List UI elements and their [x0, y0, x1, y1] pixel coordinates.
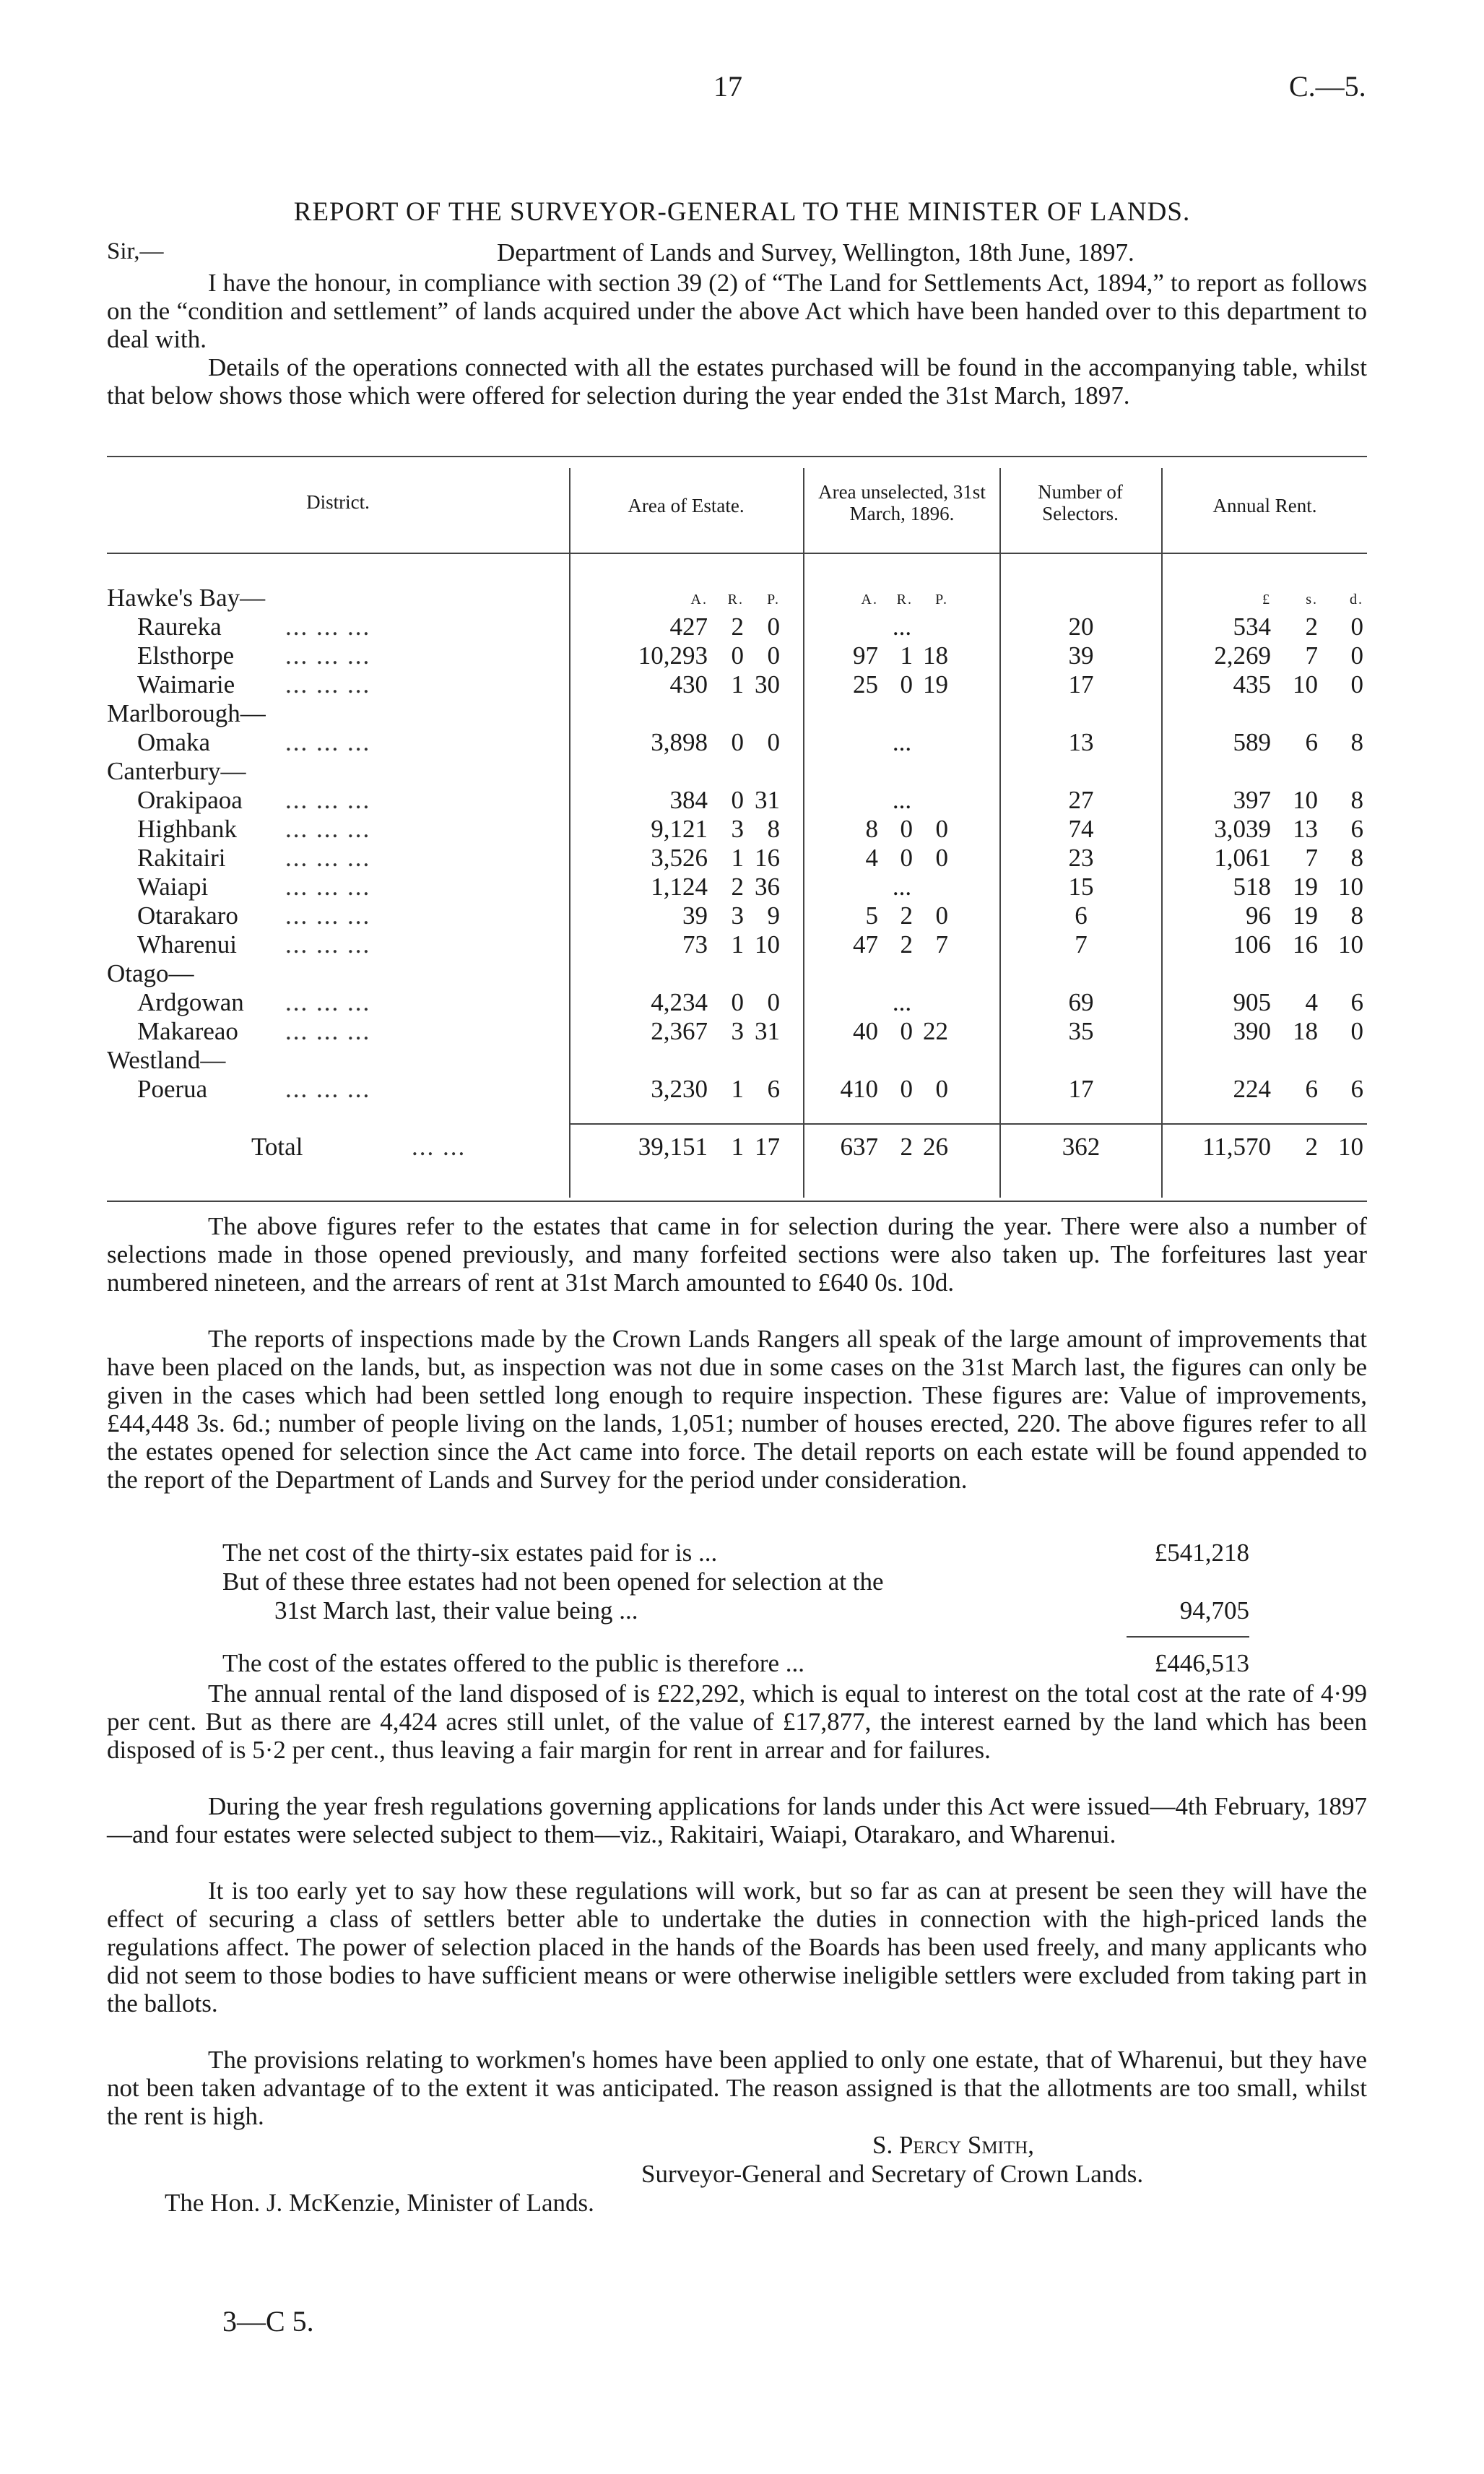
- rent-value: 534: [1233, 613, 1271, 641]
- selectors-value: 15: [1068, 873, 1094, 901]
- intro-paragraph: I have the honour, in compliance with section 39 (2) of “The Land for Settlements Act, 1894,” to report as follows on the “condition and settlement” of lands acquired under the above Act which have been handed over to this department to deal with.: [107, 269, 1367, 353]
- selectors-value: 6: [1075, 901, 1088, 930]
- rent-value: 905: [1233, 988, 1271, 1016]
- rent-value: 10: [1338, 930, 1363, 959]
- leader-dots: ... ... ...: [285, 901, 371, 930]
- unselected-value: 5: [865, 901, 878, 930]
- area-value: 427: [669, 613, 708, 641]
- rent-value: 6: [1350, 1075, 1363, 1103]
- estate-name: Raureka: [137, 613, 222, 641]
- area-value: 10,293: [638, 641, 708, 670]
- area-value: 16: [755, 844, 780, 872]
- unit-label: A.: [861, 592, 878, 607]
- area-value: 430: [669, 670, 708, 698]
- leader-dots: ... ... ...: [285, 1075, 371, 1103]
- unit-label: R.: [896, 592, 913, 607]
- rent-value: 518: [1233, 873, 1271, 901]
- table-header-rule: [107, 553, 1367, 554]
- leader-dots: ... ... ...: [285, 728, 371, 756]
- area-value: 6: [767, 1075, 780, 1103]
- unselected-value: 97: [853, 641, 878, 670]
- rent-value: 6: [1305, 728, 1318, 756]
- three-estates-label: But of these three estates had not been opened for selection at the: [222, 1567, 884, 1596]
- selectors-value: 39: [1068, 641, 1094, 670]
- addressee: The Hon. J. McKenzie, Minister of Lands.: [165, 2189, 594, 2217]
- rent-value: 96: [1246, 901, 1271, 930]
- unit-label: A.: [690, 592, 708, 607]
- rent-value: 1,061: [1214, 844, 1271, 872]
- unselected-value: 0: [900, 670, 913, 698]
- total-area: 17: [755, 1133, 780, 1161]
- area-value: 30: [755, 670, 780, 698]
- header-rent: Annual Rent.: [1212, 495, 1317, 516]
- selectors-value: 23: [1068, 844, 1094, 872]
- net-cost-value: £541,218: [1154, 1539, 1249, 1567]
- area-value: 3,526: [651, 844, 708, 872]
- selectors-value: 17: [1068, 1075, 1094, 1103]
- area-value: 384: [669, 786, 708, 814]
- rent-value: 8: [1350, 901, 1363, 930]
- unselected-value: 19: [923, 670, 948, 698]
- area-value: 2,367: [651, 1017, 708, 1045]
- three-estates-value: 94,705: [1179, 1596, 1249, 1625]
- estate-name: Waiapi: [137, 873, 209, 901]
- total-rule: [569, 1123, 1367, 1125]
- total-selectors: 362: [1062, 1133, 1101, 1161]
- unselected-value: 40: [853, 1017, 878, 1045]
- subtraction-rule: [1127, 1636, 1249, 1638]
- unit-label: P.: [935, 592, 948, 607]
- header-district: District.: [306, 491, 370, 513]
- column-divider: [569, 468, 570, 1198]
- rent-value: 435: [1233, 670, 1271, 698]
- area-value: 3: [731, 901, 744, 930]
- footer-code: 3—C 5.: [222, 2305, 314, 2337]
- rent-value: 8: [1350, 728, 1363, 756]
- unselected-value: 47: [853, 930, 878, 959]
- rent-value: 10: [1293, 786, 1318, 814]
- unselected-value: 7: [935, 930, 948, 959]
- rent-value: 19: [1293, 901, 1318, 930]
- rent-value: 0: [1350, 1017, 1363, 1045]
- unit-label: R.: [727, 592, 744, 607]
- total-rent: 2: [1305, 1133, 1318, 1161]
- area-value: 0: [731, 988, 744, 1016]
- unselected-value: 4: [865, 844, 878, 872]
- estate-name: Poerua: [137, 1075, 208, 1103]
- area-value: 0: [767, 613, 780, 641]
- unselected-value: 2: [900, 901, 913, 930]
- district-group: Hawke's Bay—: [107, 584, 266, 612]
- leader-dots: ... ... ...: [285, 988, 371, 1016]
- body-paragraph: The above figures refer to the estates that came in for selection during the year. There were also a number of selections made in those opened previously, and many forfeited sections were also taken up. The forfeitures last year numbered nineteen, and the arrears of rent at 31st March amounted to £640 0s. 10d.: [107, 1212, 1367, 1297]
- rent-value: 6: [1350, 815, 1363, 843]
- area-value: 0: [767, 641, 780, 670]
- area-value: 2: [731, 873, 744, 901]
- header-selectors: Number of Selectors.: [1038, 481, 1123, 524]
- rent-value: 4: [1305, 988, 1318, 1016]
- selectors-value: 17: [1068, 670, 1094, 698]
- area-value: 0: [731, 786, 744, 814]
- unselected-value: 8: [865, 815, 878, 843]
- leader-dots: ... ... ...: [285, 641, 371, 670]
- area-value: 8: [767, 815, 780, 843]
- rent-value: 16: [1293, 930, 1318, 959]
- area-value: 36: [755, 873, 780, 901]
- unselected-value: 18: [923, 641, 948, 670]
- unselected-value: 0: [935, 901, 948, 930]
- district-group: Canterbury—: [107, 757, 246, 785]
- header-area: Area of Estate.: [628, 495, 745, 516]
- dateline: Department of Lands and Survey, Wellington, 18th June, 1897.: [497, 238, 1134, 267]
- net-cost-label: The net cost of the thirty-six estates paid for is ...: [222, 1539, 718, 1567]
- area-value: 4,234: [651, 988, 708, 1016]
- selectors-value: 35: [1068, 1017, 1094, 1045]
- unselected-value: ...: [892, 988, 912, 1016]
- intro-paragraph: Details of the operations connected with all the estates purchased will be found in the accompanying table, whilst that below shows those which were offered for selection during the year ended the 31st March, 1897.: [107, 353, 1367, 410]
- unit-label: s.: [1306, 592, 1318, 607]
- selectors-value: 20: [1068, 613, 1094, 641]
- estate-name: Ardgowan: [137, 988, 244, 1016]
- unselected-value: 1: [900, 641, 913, 670]
- area-value: 9,121: [651, 815, 708, 843]
- report-title: REPORT OF THE SURVEYOR-GENERAL TO THE MINISTER OF LANDS.: [293, 197, 1191, 227]
- unselected-value: 0: [935, 844, 948, 872]
- signatory-title: Surveyor-General and Secretary of Crown Lands.: [641, 2160, 1144, 2188]
- area-value: 1: [731, 844, 744, 872]
- area-value: 0: [767, 728, 780, 756]
- area-value: 0: [767, 988, 780, 1016]
- unselected-value: 0: [900, 1017, 913, 1045]
- rent-value: 6: [1305, 1075, 1318, 1103]
- total-label: Total: [251, 1133, 303, 1161]
- closing-paragraph: During the year fresh regulations governing applications for lands under this Act were issued—4th February, 1897—and four estates were selected subject to them—viz., Rakitairi, Waiapi, Otarakaro, and Wharenui.: [107, 1792, 1367, 1848]
- table-bottom-rule: [107, 1201, 1367, 1202]
- district-group: Westland—: [107, 1046, 226, 1074]
- area-value: 1: [731, 670, 744, 698]
- area-value: 10: [755, 930, 780, 959]
- rent-value: 10: [1338, 873, 1363, 901]
- unselected-value: ...: [892, 728, 912, 756]
- area-value: 1: [731, 930, 744, 959]
- total-unselected: 637: [840, 1133, 878, 1161]
- rent-value: 0: [1350, 641, 1363, 670]
- area-value: 3: [731, 815, 744, 843]
- document-code: C.—5.: [1289, 70, 1366, 103]
- rent-value: 397: [1233, 786, 1271, 814]
- area-value: 3,230: [651, 1075, 708, 1103]
- total-rent: 11,570: [1202, 1133, 1271, 1161]
- column-divider: [1161, 468, 1163, 1198]
- rent-value: 13: [1293, 815, 1318, 843]
- leader-dots: ... ... ...: [285, 815, 371, 843]
- leader-dots: ... ... ...: [285, 670, 371, 698]
- rent-value: 2,269: [1214, 641, 1271, 670]
- total-rent: 10: [1338, 1133, 1363, 1161]
- rent-value: 6: [1350, 988, 1363, 1016]
- selectors-value: 27: [1068, 786, 1094, 814]
- closing-paragraph: The annual rental of the land disposed of is £22,292, which is equal to interest on the total cost at the rate of 4·99 per cent. But as there are 4,424 acres still unlet, of the value of £17,877, the interest earned by the land which has been disposed of is 5·2 per cent., thus leaving a fair margin for rent in arrear and for failures.: [107, 1679, 1367, 1764]
- district-group: Marlborough—: [107, 699, 266, 727]
- unselected-value: ...: [892, 613, 912, 641]
- body-paragraph: The reports of inspections made by the Crown Lands Rangers all speak of the large amount of improvements that have been placed on the lands, but, as inspection was not due in some cases on the 31st March last, the figures can only be given in the cases which had been settled long enough to require inspection. These figures are: Value of improvements, £44,448 3s. 6d.; number of people living on the lands, 1,051; number of houses erected, 220. The above figures refer to all the estates opened for selection since the Act came into force. The detail reports on each estate will be found appended to the report of the Department of Lands and Survey for the period under consideration.: [107, 1325, 1367, 1494]
- area-value: 1,124: [651, 873, 708, 901]
- area-value: 0: [731, 641, 744, 670]
- unselected-value: 0: [935, 1075, 948, 1103]
- unit-label: P.: [767, 592, 780, 607]
- leader-dots: ... ... ...: [285, 1017, 371, 1045]
- offered-cost-label: The cost of the estates offered to the public is therefore ...: [222, 1649, 805, 1677]
- leader-dots: ... ... ...: [285, 786, 371, 814]
- area-value: 73: [682, 930, 708, 959]
- estate-name: Omaka: [137, 728, 211, 756]
- rent-value: 0: [1350, 613, 1363, 641]
- selectors-value: 74: [1068, 815, 1094, 843]
- area-value: 3,898: [651, 728, 708, 756]
- selectors-value: 69: [1068, 988, 1094, 1016]
- area-value: 31: [755, 786, 780, 814]
- rent-value: 2: [1305, 613, 1318, 641]
- unselected-value: 0: [900, 1075, 913, 1103]
- unselected-value: 2: [900, 930, 913, 959]
- total-area: 1: [731, 1133, 744, 1161]
- area-value: 31: [755, 1017, 780, 1045]
- rent-value: 0: [1350, 670, 1363, 698]
- estate-name: Waimarie: [137, 670, 235, 698]
- column-divider: [803, 468, 804, 1198]
- salutation: Sir,—: [107, 238, 164, 264]
- area-value: 1: [731, 1075, 744, 1103]
- unselected-value: 0: [900, 815, 913, 843]
- area-value: 3: [731, 1017, 744, 1045]
- unselected-value: 25: [853, 670, 878, 698]
- estate-name: Otarakaro: [137, 901, 238, 930]
- leader-dots: ... ... ...: [285, 613, 371, 641]
- closing-paragraph: The provisions relating to workmen's homes have been applied to only one estate, that of Wharenui, but they have not been taken advantage of to the extent it was anticipated. The reason assigned is that the allotments are too small, whilst the rent is high.: [107, 2046, 1367, 2130]
- unselected-value: 410: [840, 1075, 878, 1103]
- estate-name: Highbank: [137, 815, 238, 843]
- total-unselected: 2: [900, 1133, 913, 1161]
- estate-name: Wharenui: [137, 930, 237, 959]
- selectors-value: 7: [1075, 930, 1088, 959]
- district-group: Otago—: [107, 959, 194, 987]
- closing-paragraph: It is too early yet to say how these regulations will work, but so far as can at present be seen they will have the effect of securing a class of settlers better able to undertake the duties in connection with the high-priced lands the regulations affect. The power of selection placed in the hands of the Boards has been used freely, and many applicants who did not seem to those bodies to have sufficient means or were otherwise ineligible settlers were excluded from taking part in the ballots.: [107, 1877, 1367, 2017]
- area-value: 0: [731, 728, 744, 756]
- rent-value: 8: [1350, 844, 1363, 872]
- signatory-name: S. Percy Smith,: [872, 2131, 1034, 2159]
- rent-value: 10: [1293, 670, 1318, 698]
- rent-value: 224: [1233, 1075, 1271, 1103]
- unit-label: d.: [1350, 592, 1363, 607]
- offered-cost-value: £446,513: [1154, 1649, 1249, 1677]
- rent-value: 106: [1233, 930, 1271, 959]
- leader-dots: ... ... ...: [285, 844, 371, 872]
- three-estates-label: 31st March last, their value being ...: [274, 1596, 638, 1625]
- header-unselected: Area unselected, 31st March, 1896.: [818, 481, 986, 524]
- unselected-value: ...: [892, 786, 912, 814]
- rent-value: 8: [1350, 786, 1363, 814]
- estate-name: Makareao: [137, 1017, 238, 1045]
- estate-name: Rakitairi: [137, 844, 226, 872]
- rent-value: 18: [1293, 1017, 1318, 1045]
- rent-value: 7: [1305, 844, 1318, 872]
- area-value: 2: [731, 613, 744, 641]
- rent-value: 589: [1233, 728, 1271, 756]
- unit-label: £: [1262, 592, 1271, 607]
- unselected-value: 0: [900, 844, 913, 872]
- rent-value: 7: [1305, 641, 1318, 670]
- area-value: 39: [682, 901, 708, 930]
- estate-name: Orakipaoa: [137, 786, 243, 814]
- rent-value: 19: [1293, 873, 1318, 901]
- unselected-value: 0: [935, 815, 948, 843]
- total-area: 39,151: [638, 1133, 708, 1161]
- leader-dots: ... ...: [412, 1133, 467, 1161]
- leader-dots: ... ... ...: [285, 873, 371, 901]
- table-top-rule: [107, 456, 1367, 457]
- total-unselected: 26: [923, 1133, 948, 1161]
- unselected-value: 22: [923, 1017, 948, 1045]
- estate-name: Elsthorpe: [137, 641, 235, 670]
- area-value: 9: [767, 901, 780, 930]
- leader-dots: ... ... ...: [285, 930, 371, 959]
- unselected-value: ...: [892, 873, 912, 901]
- rent-value: 3,039: [1214, 815, 1271, 843]
- page-number: 17: [713, 70, 742, 103]
- rent-value: 390: [1233, 1017, 1271, 1045]
- selectors-value: 13: [1068, 728, 1094, 756]
